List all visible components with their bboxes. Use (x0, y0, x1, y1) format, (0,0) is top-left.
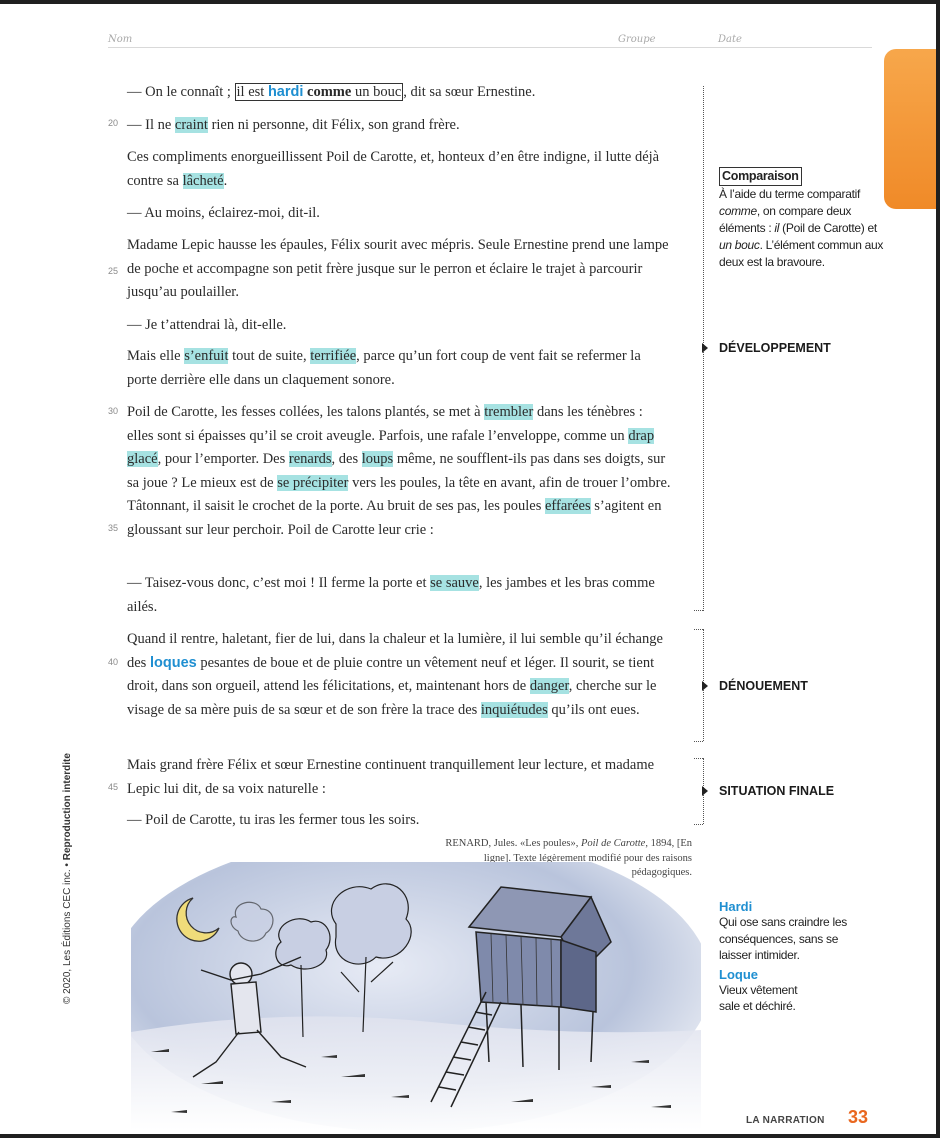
keyword-hardi[interactable]: hardi (267, 84, 304, 100)
highlight-word: craint (174, 117, 208, 133)
highlight-word: se sauve (430, 575, 479, 591)
highlight-word: loups (361, 451, 394, 467)
line-number: 45 (108, 782, 119, 792)
highlight-word: drap glacé (127, 427, 655, 467)
bracket-tick (694, 629, 703, 630)
paragraph: Quand il rentre, haletant, fier de lui, dans la chaleur et la lumière, il lui semble qu’il échange des loques pesantes de boue et de pluie contre un vêtement neuf et léger. Il sourit, se tient droit, dans son orgueil, attend les félicitations, et, maintenant hors de danger, cherche sur le visage de sa mère puis de sa sœur et de son frère la trace des inquiétudes qu’ils ont eues. (127, 631, 663, 718)
paragraph: — Taisez-vous donc, c’est moi ! Il ferme la porte et se sauve, les jambes et les bras comme ailés. (127, 575, 655, 615)
source-citation: RENARD, Jules. «Les poules», Poil de Carotte, 1894, [En ligne]. Texte légèrement modifié pour des raisons pédagogiques. (445, 838, 692, 878)
glossary-definition: Vieux vêtement sale et déchiré. (719, 982, 798, 1013)
paragraph: Mais grand frère Félix et sœur Ernestine continuent tranquillement leur lecture, et madame Lepic lui dit, de sa voix naturelle : (127, 757, 655, 797)
highlight-word: lâcheté (182, 172, 224, 189)
page-number: 33 (848, 1107, 869, 1127)
line-number: 30 (108, 406, 119, 416)
comparison-box: il est hardi comme un bouc (236, 84, 402, 100)
arrow-right-icon (702, 786, 708, 796)
paragraph: — Au moins, éclairez-moi, dit-il. (127, 205, 320, 221)
chapter-tab (884, 49, 936, 209)
bracket-tick (694, 610, 703, 611)
paragraph: — Je t’attendrai là, dit-elle. (127, 317, 287, 333)
highlight-word: trembler (484, 404, 534, 420)
arrow-right-icon (702, 343, 708, 353)
paragraph: Ces compliments enorgueillissent Poil de Carotte, et, honteux d’en être indigne, il lutte déjà contre sa lâcheté. (127, 149, 660, 189)
glossary (719, 899, 849, 1015)
glossary-definition: Qui ose sans craindre les conséquences, sans se laisser intimider. (719, 915, 847, 962)
arrow-right-icon (702, 681, 708, 691)
section-label-situation-finale: SITUATION FINALE (719, 784, 835, 798)
chapter-label: LA NARRATION (746, 1115, 825, 1126)
line-number: 35 (108, 523, 119, 533)
ground (131, 1016, 701, 1130)
line-number: 20 (108, 118, 119, 128)
paragraph: — Il ne craint rien ni personne, dit Félix, son grand frère. (127, 117, 460, 133)
highlight-word: terrifiée (310, 348, 357, 364)
section-label-denouement: DÉNOUEMENT (719, 679, 808, 693)
highlight-word: renards (288, 451, 332, 467)
bracket-tick (694, 824, 703, 825)
section-label-developpement: DÉVELOPPEMENT (719, 341, 831, 355)
line-number: 40 (108, 657, 119, 667)
highlight-word: inquiétudes (480, 701, 548, 718)
paragraph: — Poil de Carotte, tu iras les fermer tous les soirs. (127, 812, 420, 828)
glossary-term: Hardi (719, 899, 753, 914)
keyword-loques[interactable]: loques (149, 654, 197, 671)
header-rule (108, 47, 872, 48)
paragraph: Mais elle s’enfuit tout de suite, terrifiée, parce qu’un fort coup de vent fait se refermer la porte derrière elle dans un claquement sonore. (127, 348, 641, 388)
copyright-notice: © 2020, Les Éditions CEC inc. • Reproduction interdite (62, 753, 73, 1004)
textbook-page (0, 4, 936, 1134)
paragraph: — On le connaît ; il est hardi comme un bouc , dit sa sœur Ernestine. (127, 84, 536, 100)
highlight-word: danger (529, 678, 569, 694)
comparison-note: Comparaison À l’aide du terme comparatif comme, on compare deux éléments : il (Poil de Carotte) et un bouc. L’élément commun aux deux est la bravoure. (719, 169, 884, 269)
paragraph: Poil de Carotte, les fesses collées, les talons plantés, se met à trembler dans les ténèbres : elles sont si épaisses qu’il se croit aveugle. Parfois, une rafale l’enveloppe, comme un drap glacé, pour l’emporter. Des renards, des loups même, ne soufflent-ils pas dans ses doigts, sur sa joue ? Le mieux est de se précipiter vers les poules, la tête en avant, afin de trouer l’ombre. Tâtonnant, il saisit le crochet de la porte. Au bruit de ses pas, les poules effarées s’agitent en gloussant sur leur perchoir. Poil de Carotte leur crie : (127, 404, 671, 538)
line-number: 25 (108, 266, 119, 276)
bracket-tick (694, 758, 703, 759)
illustration-boy-running-to-henhouse (131, 862, 701, 1130)
highlight-word: effarées (544, 498, 591, 514)
note-title: Comparaison (719, 167, 802, 186)
paragraph: Madame Lepic hausse les épaules, Félix sourit avec mépris. Seule Ernestine prend une lampe de poche et accompagne son petit frère jusque sur le perron et éclaire le trajet à parcourir jusqu’au poulailler. (127, 237, 669, 300)
name-label: Nom (108, 34, 133, 45)
group-label: Groupe (618, 34, 656, 45)
bracket-tick (694, 741, 703, 742)
highlight-word: s’enfuit (184, 348, 229, 364)
date-label: Date (718, 34, 742, 45)
glossary-term: Loque (719, 966, 758, 982)
highlight-word: se précipiter (277, 474, 349, 491)
